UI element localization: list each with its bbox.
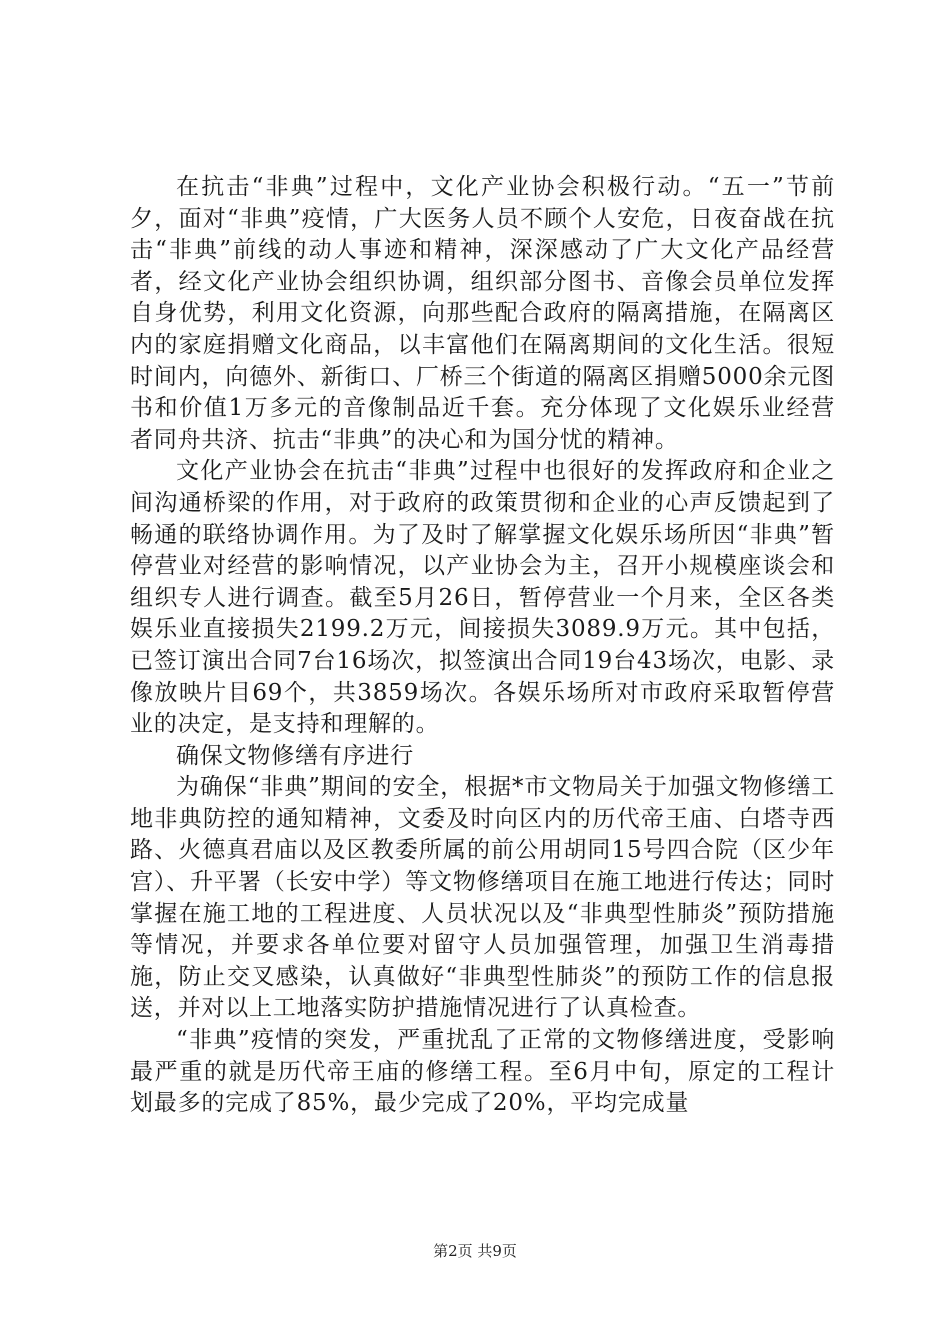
- section-heading: 确保文物修缮有序进行: [176, 742, 414, 769]
- paragraph-4: “非典”疫情的突发，严重扰乱了正常的文物修缮进度，受影响最严重的就是历代帝王庙的修缮工程。至6月中旬，原定的工程计划最多的完成了85%，最少完成了20%，平均完成量: [130, 1027, 835, 1117]
- document-body: [130, 172, 835, 1120]
- paragraph-2: 文化产业协会在抗击“非典”过程中也很好的发挥政府和企业之间沟通桥梁的作用，对于政府的政策贯彻和企业的心声反馈起到了畅通的联络协调作用。为了及时了解掌握文化娱乐场所因“非典”暂停营业对经营的影响情况，以产业协会为主，召开小规模座谈会和组织专人进行调查。截至5月26日，暂停营业一个月来，全区各类娱乐业直接损失2199.2万元，间接损失3089.9万元。其中包括，已签订演出合同7台16场次，拟签演出合同19台43场次，电影、录像放映片目69个，共3859场次。各娱乐场所对市政府采取暂停营业的决定，是支持和理解的。: [130, 458, 835, 738]
- paragraph-3: 为确保“非典”期间的安全，根据*市文物局关于加强文物修缮工地非典防控的通知精神，文委及时向区内的历代帝王庙、白塔寺西路、火德真君庙以及区教委所属的前公用胡同15号四合院（区少年宫）、升平署（长安中学）等文物修缮项目在施工地进行传达；同时掌握在施工地的工程进度、人员状况以及“非典型性肺炎”预防措施等情况，并要求各单位要对留守人员加强管理，加强卫生消毒措施，防止交叉感染，认真做好“非典型性肺炎”的预防工作的信息报送，并对以上工地落实防护措施情况进行了认真检查。: [130, 774, 835, 1022]
- paragraph-1: 在抗击“非典”过程中，文化产业协会积极行动。“五一”节前夕，面对“非典”疫情，广大医务人员不顾个人安危，日夜奋战在抗击“非典”前线的动人事迹和精神，深深感动了广大文化产品经营者，经文化产业协会组织协调，组织部分图书、音像会员单位发挥自身优势，利用文化资源，向那些配合政府的隔离措施，在隔离区内的家庭捐赠文化商品，以丰富他们在隔离期间的文化生活。很短时间内，向德外、新街口、厂桥三个街道的隔离区捐赠5000余元图书和价值1万多元的音像制品近千套。充分体现了文化娱乐业经营者同舟共济、抗击“非典”的决心和为国分忧的精神。: [130, 174, 835, 453]
- page-number-footer: 第2页 共9页: [433, 1242, 517, 1260]
